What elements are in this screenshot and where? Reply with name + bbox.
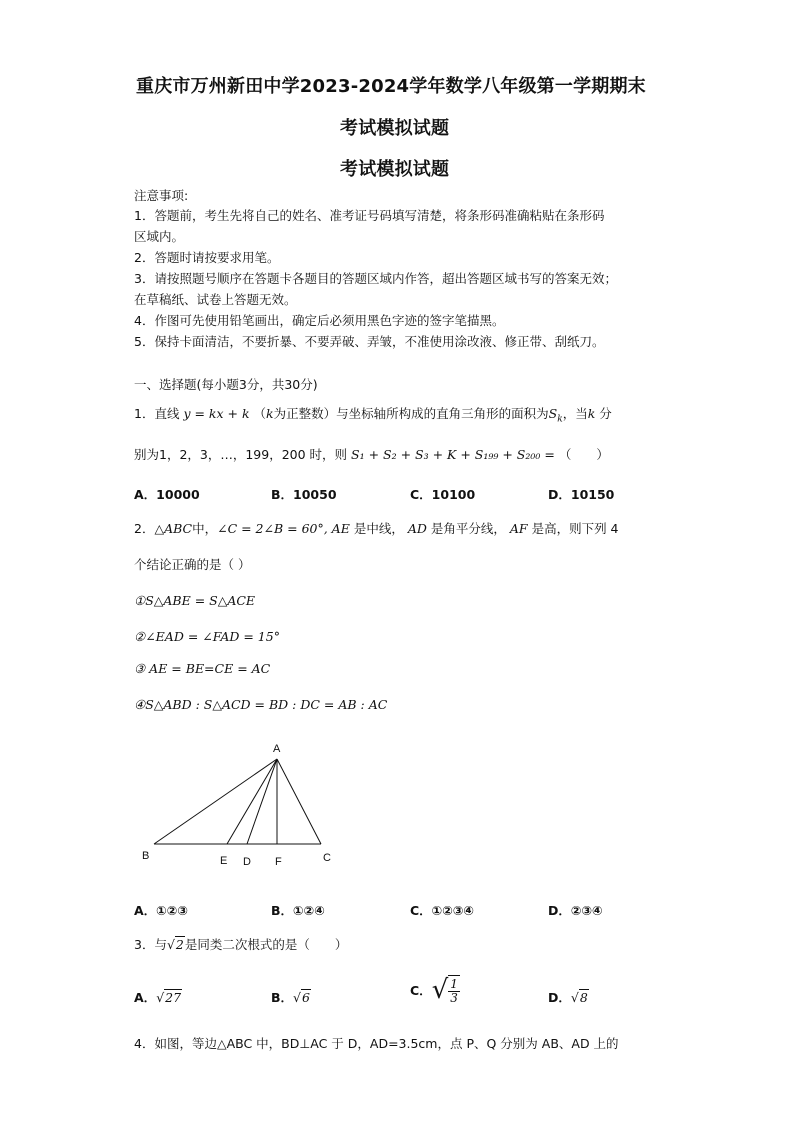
q1-option-d[interactable]: D．10150	[548, 487, 615, 502]
q1-text: 分	[599, 406, 612, 421]
q3-denominator: 3	[450, 991, 458, 1005]
sqrt-icon: √	[570, 990, 579, 1005]
q3-text: 是同类二次根式的是（ ）	[184, 937, 348, 952]
q1-sum-formula: S₁ + S₂ + S₃ + K + S₁₉₉ + S₂₀₀ =	[351, 447, 555, 462]
q3-option-label: A．	[134, 990, 157, 1005]
q1-text: （	[253, 406, 267, 421]
question-1-line2	[134, 447, 609, 463]
q2-statement-3: ③ AE = BE=CE = AC	[134, 661, 271, 676]
q3-numerator: 1	[450, 977, 458, 991]
sqrt-icon: √	[293, 990, 301, 1005]
q2-text: 是中线，	[353, 521, 404, 536]
q2-text: 中，	[192, 521, 218, 536]
notice-item: 2．答题时请按要求用笔。	[134, 250, 280, 265]
question-4: 4．如图，等边△ABC 中，BD⊥AC 于 D，AD=3.5cm，点 P、Q 分别为 AB、AD 上的	[134, 1036, 619, 1051]
q1-var-s: S	[548, 406, 558, 421]
question-2-line1	[134, 521, 619, 537]
q3-fraction	[448, 975, 460, 1005]
q3-radicand: 8	[579, 990, 588, 1005]
q1-text: ，当	[562, 406, 588, 421]
page-title-line2: 考试模拟试题	[340, 118, 450, 139]
q3-option-c[interactable]	[410, 975, 460, 1005]
sqrt-icon: √	[156, 990, 165, 1005]
q2-option-a[interactable]: A．①②③	[134, 903, 188, 918]
question-2-line2: 个结论正确的是（ ）	[134, 557, 251, 572]
notice-item: 在草稿纸、试卷上答题无效。	[134, 292, 297, 307]
q1-var-k: k	[266, 406, 274, 421]
q2-option-c[interactable]: C．①②③④	[410, 903, 475, 918]
segment-ac	[277, 759, 321, 844]
page-title-line3: 考试模拟试题	[340, 159, 450, 180]
section-heading: 一、选择题(每小题3分，共30分)	[134, 377, 318, 392]
label-f: F	[275, 856, 282, 868]
notice-item: 4．作图可先使用铅笔画出，确定后必须用黑色字迹的签字笔描黑。	[134, 313, 505, 328]
question-1-line1	[134, 406, 612, 428]
q2-ad: AD	[407, 521, 427, 536]
q2-option-b[interactable]: B．①②④	[271, 903, 325, 918]
q2-statement-2: ②∠EAD = ∠FAD = 15°	[134, 629, 280, 644]
label-e: E	[220, 855, 228, 867]
notice-item: 5．保持卡面清洁，不要折暴、不要弄破、弄皱，不准使用涂改液、修正带、刮纸刀。	[134, 334, 605, 349]
q2-text: 2．	[134, 521, 155, 536]
label-a: A	[273, 743, 281, 755]
q1-option-b[interactable]: B．10050	[271, 487, 337, 502]
q1-text: 为正整数）与坐标轴所构成的直角三角形的面积为	[273, 406, 549, 421]
q1-option-c[interactable]: C．10100	[410, 487, 476, 502]
q2-text: 是高，则下列 4	[531, 521, 619, 536]
q1-text: 1．直线	[134, 406, 180, 421]
q1-paren: （ ）	[558, 447, 609, 462]
notice-item: 区域内。	[134, 229, 185, 244]
label-c: C	[323, 852, 331, 864]
question-3	[134, 936, 347, 953]
q1-text: 别为1，2，3，…，199，200 时，则	[134, 447, 348, 462]
q1-var-k: k	[587, 406, 596, 421]
notice-item: 3．请按照题号顺序在答题卡各题目的答题区域内作答，超出答题区域书写的答案无效；	[134, 271, 617, 286]
q2-text: 是角平分线，	[430, 521, 506, 536]
label-b: B	[142, 850, 150, 862]
q3-radicand: 2	[175, 937, 184, 952]
q3-option-label: D．	[548, 990, 571, 1005]
q2-statement-1: ①S△ABE = S△ACE	[134, 593, 256, 608]
q1-var-s-sub: k	[557, 414, 563, 425]
q1-formula: y = kx + k	[183, 406, 250, 421]
q2-option-d[interactable]: D．②③④	[548, 903, 603, 918]
q2-statement-4: ④S△ABD : S△ACD = BD : DC = AB : AC	[134, 697, 388, 712]
triangle-figure	[130, 735, 350, 875]
q3-option-d[interactable]	[548, 988, 589, 1006]
q3-option-label: C．	[410, 983, 432, 998]
q3-radicand: 27	[165, 990, 182, 1005]
notice-item: 1．答题前，考生先将自己的姓名、准考证号码填写清楚，将条形码准确粘贴在条形码	[134, 208, 605, 223]
q1-option-a[interactable]: A．10000	[134, 487, 200, 502]
label-d: D	[243, 856, 251, 868]
q2-triangle: △ABC	[154, 521, 193, 536]
page-title-line1: 重庆市万州新田中学2023-2024学年数学八年级第一学期期末	[136, 76, 646, 97]
q3-option-label: B．	[271, 990, 294, 1005]
sqrt-icon: √	[431, 975, 449, 1005]
q3-option-a[interactable]	[134, 988, 182, 1006]
q3-text: 3．与	[134, 937, 167, 952]
q2-af: AF	[509, 521, 528, 536]
sqrt-icon: √	[166, 937, 175, 952]
q3-radicand: 6	[302, 990, 310, 1005]
segment-ab	[154, 759, 277, 844]
q3-option-b[interactable]	[271, 988, 311, 1006]
notice-heading: 注意事项:	[134, 188, 189, 203]
q2-condition: ∠C = 2∠B = 60°, AE	[217, 521, 350, 536]
